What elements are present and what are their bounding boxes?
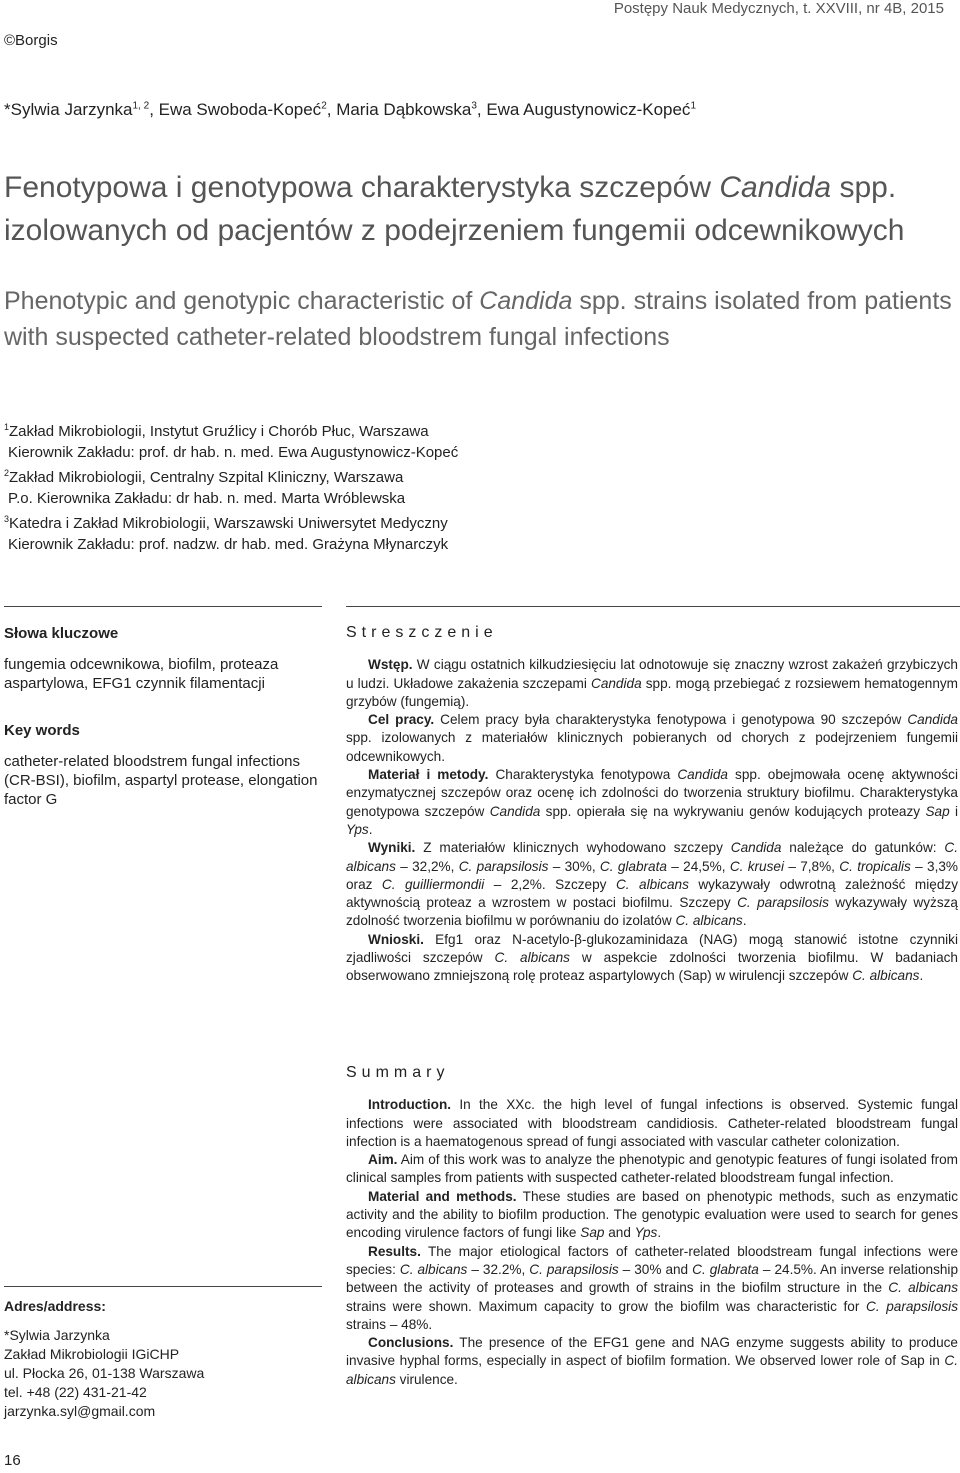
- abstract-pl-results: [346, 839, 958, 930]
- affiliation-3: [4, 509, 704, 534]
- text: strains were shown. Maximum capacity to grow the biofilm was characteristic for: [346, 1298, 866, 1314]
- title-pl-pre: Fenotypowa i genotypowa charakterystyka szczepów: [4, 171, 720, 204]
- affiliation-marker: 3: [4, 514, 10, 524]
- address-line: ul. Płocka 26, 01-138 Warszawa: [4, 1365, 205, 1381]
- text: w aspekcie zdolności tworzenia biofilmu. W badaniach obserwowano zmniejszoną rolę proteaz aspartylowych (Sap) w wirulencji szczepów: [346, 950, 958, 984]
- text: Charakterystyka fenotypowa: [488, 767, 678, 783]
- text: i: [949, 803, 958, 819]
- italic-term: Yps: [634, 1225, 658, 1241]
- summary-heading: Summary: [346, 1064, 450, 1081]
- paragraph-label: Conclusions.: [368, 1335, 454, 1351]
- title-pl-post: spp. izolowanych od pacjentów z podejrzeniem fungemii odcewnikowych: [4, 171, 905, 247]
- correspondence-address: [4, 1297, 324, 1421]
- text: – 32,2%,: [395, 858, 459, 874]
- abstract-divider: [346, 606, 960, 607]
- italic-term: Candida: [489, 803, 541, 819]
- italic-term: Candida: [730, 840, 782, 856]
- text: Z materiałów klinicznych wyhodowano szczepy: [415, 840, 731, 856]
- text: wykazywały odwrotną zależność między aktywnością proteaz a wzrostem w postaci biofilmu. Szczepy: [346, 876, 958, 911]
- journal-citation: Postępy Nauk Medycznych, t. XXVIII, nr 4B, 2015: [613, 0, 944, 17]
- text: strains – 48%.: [346, 1316, 433, 1332]
- text: należące do gatunków:: [781, 840, 945, 856]
- keywords-divider: [4, 606, 322, 607]
- abstract-en-methods: [346, 1188, 958, 1243]
- text: The presence of the EFG1 gene and NAG enzyme suggests ability to produce invasive hyphal forms, especially in aspect of biofilm formation. We observed lower role of Sap in: [346, 1335, 958, 1369]
- italic-term: C. albicans: [346, 1353, 958, 1387]
- italic-term: C. tropicalis: [839, 858, 911, 874]
- text: Efg1 oraz N-acetylo-β-glukozaminidaza (NAG) mogą stanowić istotne czynniki zjadliwości szczepów: [346, 931, 958, 966]
- italic-term: Candida: [907, 712, 958, 728]
- italic-term: C. albicans: [346, 840, 958, 874]
- text: wykazywały wyższą zdolność tworzenia biofilmu w porównaniu do izolatów: [346, 895, 958, 929]
- italic-term: Sap: [580, 1225, 605, 1241]
- author-4: , Ewa Augustynowicz-Kopeć: [476, 100, 691, 119]
- text: spp. mogą przebiegać z rozsiewem hematogennym grzybów (fungemią).: [346, 675, 958, 709]
- italic-term: C. albicans: [888, 1280, 958, 1296]
- italic-term: C. albicans: [615, 876, 689, 892]
- italic-term: Candida: [677, 767, 728, 783]
- text: W ciągu ostatnich kilkudziesięciu lat odnotowuje się znaczny wzrost zakażeń grzybiczych u ludzi. Układowe zakażenia szczepami: [346, 657, 958, 691]
- text: .: [657, 1225, 662, 1241]
- text: .: [919, 968, 924, 984]
- text: The major etiological factors of catheter-related bloodstream fungal infections were species:: [346, 1243, 958, 1277]
- affiliation-text: Katedra i Zakład Mikrobiologii, Warszawski Uniwersytet Medyczny: [9, 515, 448, 532]
- abstract-en-conclusions: [346, 1334, 958, 1389]
- affiliation-1: [4, 417, 704, 442]
- italic-term: C. parapsilosis: [737, 895, 829, 911]
- paragraph-label: Materiał i metody.: [368, 767, 489, 783]
- affiliation-2: [4, 463, 704, 488]
- address-line: *Sylwia Jarzynka: [4, 1327, 110, 1343]
- text: – 24.5%. An inverse relationship between the activity of proteases and growth of strains in the biofilm structure in the: [346, 1261, 959, 1296]
- text: – 3,3% oraz: [346, 858, 959, 892]
- keywords-en-heading: Key words: [4, 722, 80, 739]
- title-pl-genus: Candida: [719, 171, 832, 204]
- text: spp. obejmowała ocenę aktywności enzymatycznej szczepów oraz ocenę ich zdolności do tworzenia struktury biofilmu. Charakterystyka genotypowa szczepów: [346, 767, 958, 819]
- author-3: , Maria Dąbkowska: [326, 100, 472, 119]
- italic-term: C. albicans: [675, 913, 743, 929]
- text: Celem pracy była charakterystyka fenotypowa i genotypowa 90 szczepów: [434, 712, 908, 728]
- keywords-pl-heading: Słowa kluczowe: [4, 625, 119, 642]
- paragraph-label: Results.: [368, 1243, 421, 1259]
- text: and: [604, 1225, 635, 1241]
- italic-term: C. parapsilosis: [866, 1298, 959, 1314]
- keywords-pl-text: fungemia odcewnikowa, biofilm, proteaza aspartylowa, EFG1 czynnik filamentacji: [4, 656, 279, 692]
- affiliations: [4, 417, 704, 555]
- title-en-genus: Candida: [479, 287, 573, 315]
- italic-term: Yps: [346, 821, 369, 837]
- text: Aim of this work was to analyze the phenotypic and genotypic features of fungi isolated from clinical samples from patients with suspected catheter-related bloodstream fungal infection.: [346, 1152, 958, 1186]
- address-line: Zakład Mikrobiologii IGiCHP: [4, 1346, 180, 1362]
- affiliation-marker: 2: [4, 468, 10, 478]
- affiliation-marker: 1: [4, 422, 10, 432]
- author-1-affil: 1, 2: [132, 100, 150, 112]
- text: spp. izolowanych z materiałów klinicznych pobieranych od chorych z podejrzeniem fungemii odcewnikowych.: [346, 730, 958, 764]
- abstract-english: [346, 1064, 958, 1389]
- abstract-en-aim: [346, 1151, 958, 1188]
- text: – 32.2%,: [467, 1261, 530, 1277]
- author-list: [4, 100, 696, 120]
- italic-term: C. guilliermondii: [381, 876, 485, 892]
- italic-term: C. parapsilosis: [458, 858, 549, 874]
- text: – 2,2%. Szczepy: [484, 876, 616, 892]
- title-en-post: spp. strains isolated from patients with suspected catheter-related bloodstrem fungal infections: [4, 287, 952, 351]
- address-divider: [4, 1286, 322, 1287]
- paragraph-label: Wyniki.: [368, 840, 416, 856]
- abstract-en-introduction: [346, 1096, 958, 1151]
- streszczenie-heading: Streszczenie: [346, 624, 498, 641]
- abstract-polish: [346, 624, 958, 986]
- text: .: [368, 821, 373, 837]
- paragraph-label: Material and methods.: [368, 1188, 517, 1204]
- address-line: tel. +48 (22) 431-21-42: [4, 1384, 147, 1400]
- italic-term: C. glabrata: [599, 858, 667, 874]
- text: virulence.: [395, 1371, 458, 1387]
- abstract-pl-methods: [346, 766, 958, 839]
- keywords-en-text: catheter-related bloodstrem fungal infections (CR-BSI), biofilm, aspartyl protease, elongation factor G: [4, 753, 318, 808]
- title-polish: [4, 166, 960, 252]
- italic-term: C. albicans: [399, 1261, 468, 1277]
- abstract-pl-conclusions: [346, 931, 958, 986]
- affiliation-2-head: P.o. Kierownika Zakładu: dr hab. n. med. Marta Wróblewska: [8, 490, 406, 507]
- affiliation-text: Zakład Mikrobiologii, Instytut Gruźlicy i Chorób Płuc, Warszawa: [9, 423, 429, 440]
- title-english: [4, 283, 960, 355]
- italic-term: C. albicans: [852, 968, 920, 984]
- address-email: jarzynka.syl@gmail.com: [4, 1403, 156, 1419]
- paragraph-label: Aim.: [368, 1152, 398, 1168]
- text: – 30%,: [548, 858, 600, 874]
- paragraph-label: Cel pracy.: [368, 712, 435, 728]
- italic-term: C. glabrata: [692, 1261, 759, 1277]
- text: – 30% and: [618, 1261, 693, 1277]
- abstract-pl-introduction: [346, 656, 958, 711]
- paragraph-label: Wstęp.: [368, 657, 413, 673]
- abstract-en-results: [346, 1243, 958, 1334]
- italic-term: Sap: [925, 803, 950, 819]
- italic-term: Candida: [591, 675, 642, 691]
- text: These studies are based on phenotypic methods, such as enzymatic activity and the ability to biofilm production. The genotypic evaluation were used to search for genes encoding virulence factors of fungi like: [346, 1188, 958, 1241]
- italic-term: C. krusei: [729, 858, 784, 874]
- text: – 7,8%,: [784, 858, 840, 874]
- text: spp. opierała się na wykrywaniu genów kodujących proteazy: [540, 803, 926, 819]
- abstract-pl-aim: [346, 711, 958, 766]
- keywords-block: [4, 624, 324, 837]
- italic-term: C. parapsilosis: [529, 1261, 619, 1277]
- text: In the XXc. the high level of fungal infections is observed. Systemic fungal infections were associated with bloodstream candidiosis. Catheter-related bloodstream fungal infection is a haematogenous spread of fungi associated with vascular catheter colonization.: [346, 1097, 958, 1149]
- affiliation-3-head: Kierownik Zakładu: prof. nadzw. dr hab. med. Grażyna Młynarczyk: [8, 536, 449, 553]
- text: – 24,5%,: [666, 858, 730, 874]
- paragraph-label: Wnioski.: [368, 931, 424, 947]
- text: .: [742, 913, 747, 929]
- page-number: 16: [4, 1452, 21, 1469]
- title-en-pre: Phenotypic and genotypic characteristic of: [4, 287, 480, 315]
- italic-term: C. albicans: [494, 950, 570, 966]
- author-4-affil: 1: [690, 100, 696, 112]
- affiliation-text: Zakład Mikrobiologii, Centralny Szpital Kliniczny, Warszawa: [9, 469, 404, 486]
- author-2: , Ewa Swoboda-Kopeć: [149, 100, 322, 119]
- paragraph-label: Introduction.: [368, 1097, 452, 1113]
- author-3-affil: 3: [471, 100, 477, 112]
- address-heading: Adres/address:: [4, 1298, 106, 1314]
- author-1: *Sylwia Jarzynka: [4, 100, 133, 119]
- author-2-affil: 2: [321, 100, 327, 112]
- publisher: ©Borgis: [4, 32, 58, 49]
- affiliation-1-head: Kierownik Zakładu: prof. dr hab. n. med. Ewa Augustynowicz-Kopeć: [8, 444, 459, 461]
